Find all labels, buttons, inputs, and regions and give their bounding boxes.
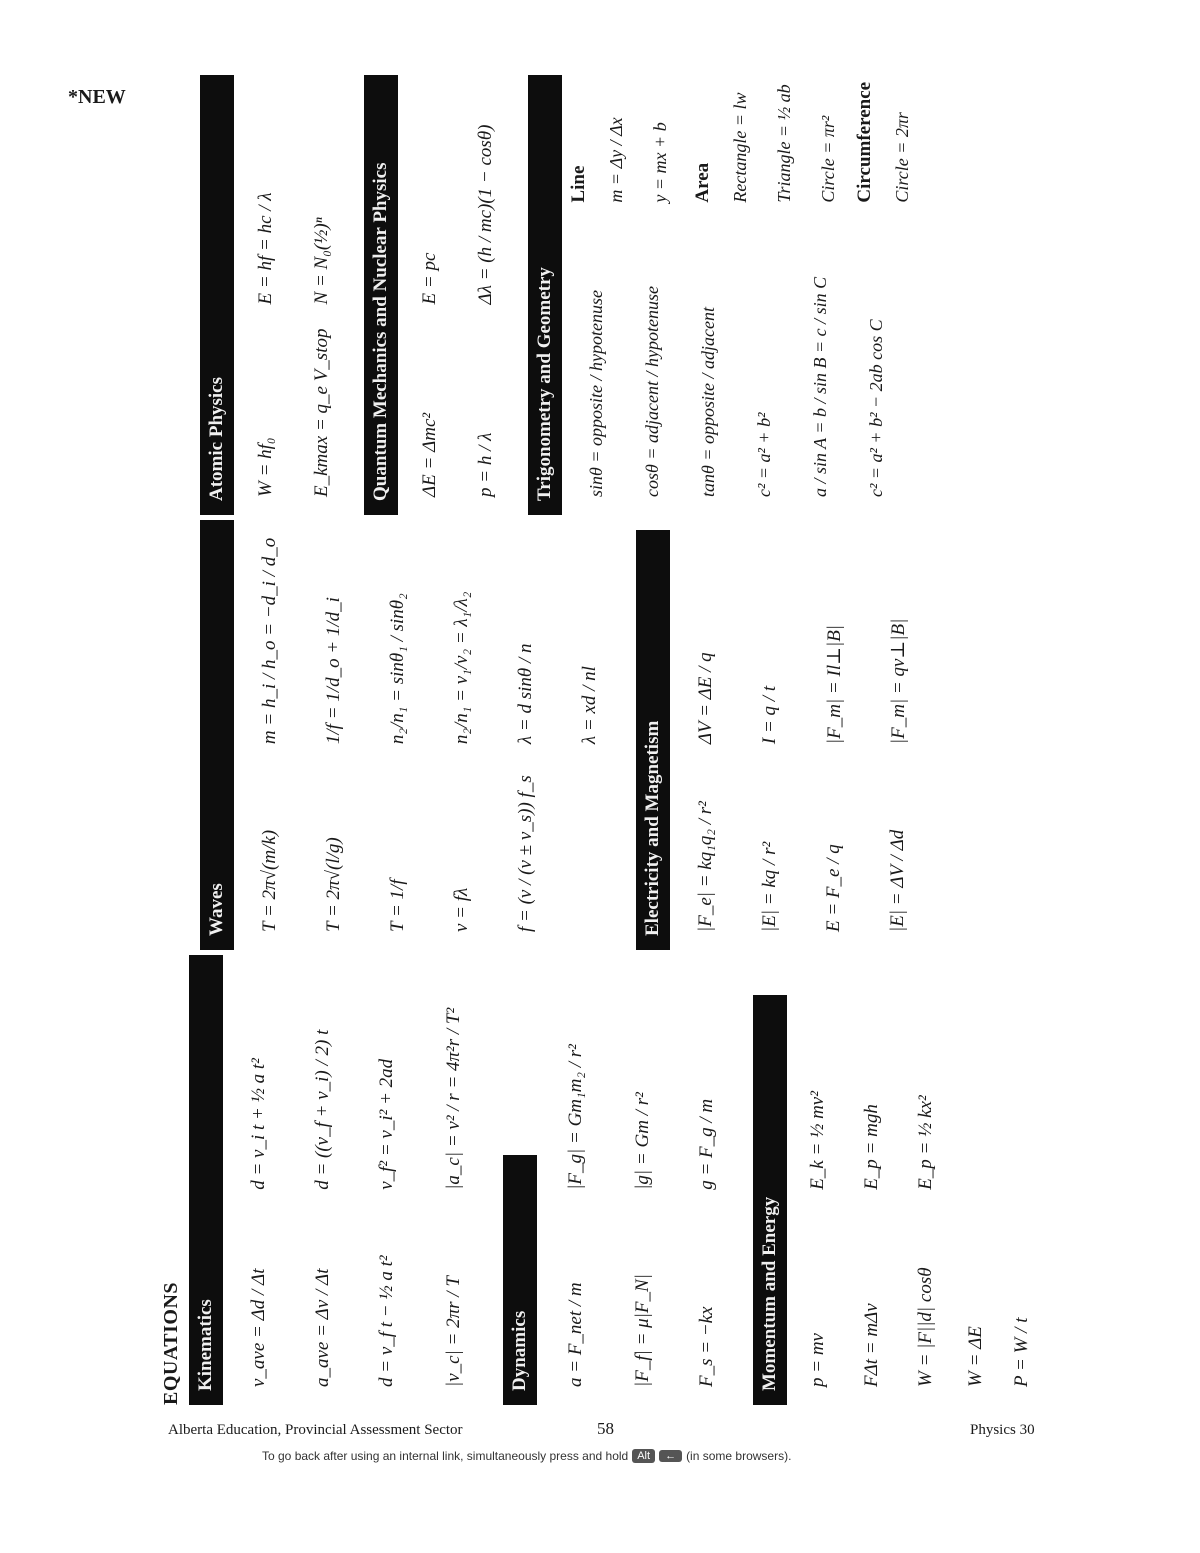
subheading-area: Area bbox=[692, 162, 713, 203]
equation: λ = d sinθ / n bbox=[515, 643, 536, 745]
equation: |F_f| = μ|F_N| bbox=[632, 1274, 653, 1387]
equation: T = 2π√(l/g) bbox=[323, 837, 344, 932]
equation: n₂/n₁ = sinθ₁ / sinθ₂ bbox=[387, 593, 408, 745]
equation-row bbox=[611, 963, 675, 1387]
equation: Circle = 2πr bbox=[891, 112, 912, 203]
page-number: 58 bbox=[597, 1419, 614, 1438]
equation: E = pc bbox=[419, 252, 440, 305]
section-electricity-magnetism bbox=[636, 520, 930, 950]
equation-row bbox=[238, 528, 302, 932]
equation: Rectangle = lw bbox=[729, 92, 750, 203]
section-waves bbox=[200, 520, 622, 950]
equation-row bbox=[953, 963, 999, 1387]
equation-row bbox=[302, 528, 366, 932]
new-tag: *NEW bbox=[68, 86, 126, 108]
equation-row bbox=[866, 528, 930, 932]
equation: E_p = ½ kx² bbox=[915, 1095, 936, 1190]
equation: g = F_g / m bbox=[696, 1098, 717, 1190]
equation: v_ave = Δd / Δt bbox=[248, 1268, 269, 1387]
subheading-line: Line bbox=[568, 165, 589, 203]
section-title: Trigonometry and Geometry bbox=[528, 75, 562, 515]
equation: ΔE = Δmc² bbox=[419, 412, 440, 497]
equation: E_kmax = q_e V_stop bbox=[311, 328, 332, 497]
equation-row bbox=[738, 528, 802, 932]
equation-row bbox=[227, 963, 291, 1387]
equation: W = |F||d| cosθ bbox=[915, 1267, 936, 1387]
equation: Circle = πr² bbox=[817, 115, 838, 203]
equation: λ = xd / nl bbox=[579, 666, 600, 745]
equation-row bbox=[791, 963, 845, 1387]
alt-key: Alt bbox=[632, 1449, 655, 1463]
section-momentum-energy bbox=[753, 955, 1045, 1405]
equation-sheet bbox=[160, 70, 1060, 1405]
column-2 bbox=[200, 520, 930, 950]
equation-row bbox=[802, 528, 866, 932]
nav-note-suffix: (in some browsers). bbox=[686, 1449, 792, 1463]
equation: T = 1/f bbox=[387, 879, 408, 932]
equation: d = ((v_f + v_i) / 2) t bbox=[312, 1029, 333, 1190]
equation-row bbox=[430, 528, 494, 932]
equation: |E| = kq / r² bbox=[759, 841, 780, 932]
equation: F_s = −kx bbox=[696, 1306, 717, 1387]
equation: N = N₀(½)ⁿ bbox=[311, 217, 332, 305]
equations-heading: EQUATIONS bbox=[160, 1281, 182, 1405]
equation: ΔV = ΔE / q bbox=[695, 652, 716, 745]
equation: a / sin A = b / sin B = c / sin C bbox=[809, 276, 830, 497]
equation-row bbox=[541, 963, 611, 1387]
equation: m = Δy / Δx bbox=[605, 117, 626, 203]
equation: c² = a² + b² − 2ab cos C bbox=[865, 319, 886, 497]
equation: cosθ = adjacent / hypotenuse bbox=[641, 286, 662, 497]
equation: E_p = mgh bbox=[861, 1104, 882, 1190]
section-dynamics bbox=[503, 955, 739, 1405]
equation-row bbox=[845, 963, 899, 1387]
equation-row bbox=[458, 83, 514, 497]
equation: FΔt = mΔv bbox=[861, 1303, 882, 1387]
section-title: Quantum Mechanics and Nuclear Physics bbox=[364, 75, 398, 515]
equation: P = W / t bbox=[1011, 1317, 1032, 1387]
equation: a = F_net / m bbox=[565, 1282, 586, 1387]
section-title: Electricity and Magnetism bbox=[636, 530, 670, 950]
equation-row bbox=[419, 963, 489, 1387]
equation: d = v_i t + ½ a t² bbox=[248, 1058, 269, 1190]
nav-note-text: To go back after using an internal link, simultaneously press and hold bbox=[262, 1449, 629, 1463]
equation: m = h_i / h_o = −d_i / d_o bbox=[259, 537, 280, 745]
section-title: Kinematics bbox=[189, 955, 223, 1405]
equation: |F_m| = Il⊥|B| bbox=[823, 624, 845, 745]
equation-row bbox=[999, 963, 1045, 1387]
navigation-note bbox=[262, 1449, 791, 1463]
equation-row bbox=[494, 528, 558, 932]
equation: |a_c| = v² / r = 4π²r / T² bbox=[443, 1007, 464, 1190]
equation-row bbox=[355, 963, 419, 1387]
equation-row bbox=[238, 83, 294, 497]
equation: p = mv bbox=[807, 1333, 828, 1387]
column-1 bbox=[160, 955, 1045, 1405]
equation: 1/f = 1/d_o + 1/d_i bbox=[323, 597, 344, 745]
equation-row bbox=[674, 528, 738, 932]
equation-row bbox=[291, 963, 355, 1387]
equation: T = 2π√(m/k) bbox=[259, 829, 280, 932]
equation-row bbox=[899, 963, 953, 1387]
equation: sinθ = opposite / hypotenuse bbox=[585, 290, 606, 497]
section-kinematics bbox=[189, 955, 489, 1405]
equation: Δλ = (h / mc)(1 − cosθ) bbox=[475, 124, 496, 305]
equation: a_ave = Δv / Δt bbox=[312, 1268, 333, 1387]
column-3 bbox=[200, 75, 924, 515]
equation: v = fλ bbox=[451, 887, 472, 932]
section-title: Momentum and Energy bbox=[753, 995, 787, 1405]
equation: E_k = ½ mv² bbox=[807, 1091, 828, 1190]
equation: W = ΔE bbox=[965, 1326, 986, 1387]
equation: |F_e| = kq₁q₂ / r² bbox=[695, 801, 716, 932]
equation-row bbox=[294, 83, 350, 497]
equation: v_f² = v_i² + 2ad bbox=[376, 1058, 397, 1190]
footer-publisher: Alberta Education, Provincial Assessment Sector bbox=[168, 1422, 463, 1438]
section-title: Atomic Physics bbox=[200, 75, 234, 515]
section-title: Waves bbox=[200, 520, 234, 950]
equation: d = v_f t − ½ a t² bbox=[376, 1255, 397, 1387]
equation: n₂/n₁ = v₁/v₂ = λ₁/λ₂ bbox=[451, 591, 472, 745]
equation: E = F_e / q bbox=[823, 844, 844, 932]
equation: p = h / λ bbox=[475, 432, 496, 497]
subheading-circumference: Circumference bbox=[854, 81, 875, 203]
equation: Triangle = ½ ab bbox=[773, 84, 794, 203]
equation: |E| = ΔV / Δd bbox=[887, 829, 908, 932]
equation-row bbox=[675, 963, 739, 1387]
equation: I = q / t bbox=[759, 685, 780, 745]
section-atomic-physics bbox=[200, 75, 350, 515]
equation: f = (v / (v ± v_s)) f_s bbox=[515, 775, 536, 932]
equation: |g| = Gm / r² bbox=[632, 1092, 653, 1190]
equation: |v_c| = 2πr / T bbox=[443, 1276, 464, 1387]
equation: tanθ = opposite / adjacent bbox=[697, 307, 718, 497]
footer-course: Physics 30 bbox=[970, 1422, 1035, 1438]
equation: c² = a² + b² bbox=[753, 412, 774, 497]
equation: |F_m| = qv⊥|B| bbox=[887, 618, 909, 745]
equation: |F_g| = Gm₁m₂ / r² bbox=[565, 1044, 586, 1190]
back-arrow-icon: ← bbox=[659, 1450, 682, 1462]
equation-row bbox=[558, 528, 622, 932]
equation: W = hf₀ bbox=[255, 437, 276, 497]
equation-row bbox=[402, 83, 458, 497]
equation: y = mx + b bbox=[649, 122, 670, 203]
equation-row bbox=[366, 528, 430, 932]
section-title: Dynamics bbox=[503, 1155, 537, 1405]
section-quantum-nuclear bbox=[364, 75, 514, 515]
section-trigonometry-geometry bbox=[528, 75, 924, 515]
equation: E = hf = hc / λ bbox=[255, 192, 276, 305]
